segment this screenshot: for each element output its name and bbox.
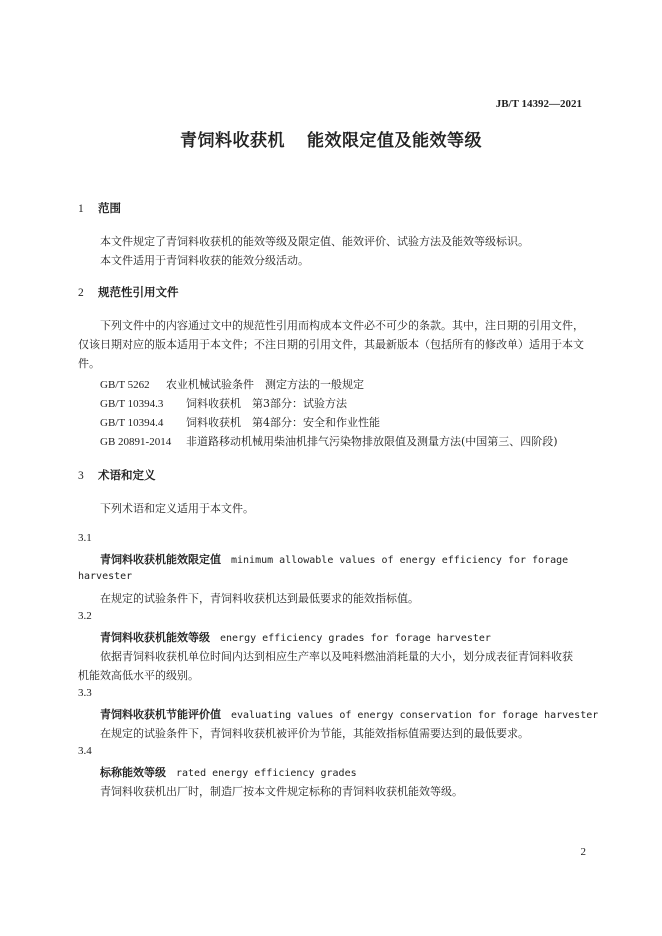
section-number: 1 (78, 203, 84, 215)
term-number: 3.2 (78, 610, 92, 622)
term-definition-continued: 机能效高低水平的级别。 (78, 669, 199, 682)
term-english: energy efficiency grades for forage harvester (220, 633, 491, 644)
term-english-continued: harvester (78, 571, 133, 582)
scope-paragraph-2: 本文件适用于青饲料收获的能效分级活动。 (100, 254, 309, 267)
standard-code: JB/T 14392—2021 (495, 98, 582, 110)
document-title (0, 126, 662, 151)
section-title: 术语和定义 (98, 468, 156, 482)
title-part-2: 能效限定值及能效等级 (307, 131, 482, 151)
reference-title: 农业机械试验条件 测定方法的一般规定 (166, 378, 364, 391)
term-chinese: 青饲料收获机节能评价值 (100, 708, 221, 721)
term-definition: 依据青饲料收获机单位时间内达到相应生产率以及吨料燃油消耗量的大小，划分成表征青饲料收获 (100, 650, 573, 663)
title-part-1: 青饲料收获机 (180, 131, 285, 151)
reference-item (100, 433, 558, 449)
reference-title: 非道路移动机械用柴油机排气污染物排放限值及测量方法(中国第三、四阶段) (186, 435, 558, 448)
page-number: 2 (580, 846, 586, 858)
references-intro: 下列文件中的内容通过文中的规范性引用而构成本文件必不可少的条款。其中，注日期的引用文件，仅该日期对应的版本适用于本文件；不注日期的引用文件，其最新版本（包括所有的修改单）适用于本文件。 (78, 319, 584, 370)
term-number: 3.1 (78, 532, 92, 544)
reference-item (100, 395, 347, 411)
term-heading (100, 629, 491, 645)
scope-paragraph-1: 本文件规定了青饲料收获机的能效等级及限定值、能效评价、试验方法及能效等级标识。 (100, 235, 529, 248)
term-definition: 青饲料收获机出厂时，制造厂按本文件规定标称的青饲料收获机能效等级。 (100, 785, 463, 798)
terms-intro: 下列术语和定义适用于本文件。 (100, 502, 254, 515)
section-1-heading (78, 200, 121, 216)
section-title: 规范性引用文件 (98, 285, 179, 299)
section-3-heading (78, 467, 156, 483)
term-chinese: 标称能效等级 (100, 766, 166, 779)
term-english: evaluating values of energy conservation for forage harvester (231, 710, 599, 721)
term-heading (100, 764, 357, 780)
section-number: 3 (78, 470, 84, 482)
section-2-heading (78, 284, 179, 300)
term-heading (100, 706, 598, 722)
term-definition: 在规定的试验条件下，青饲料收获机达到最低要求的能效指标值。 (100, 592, 419, 605)
term-heading (100, 551, 568, 567)
reference-item (100, 414, 380, 430)
section-number: 2 (78, 287, 84, 299)
term-number: 3.3 (78, 687, 92, 699)
section-title: 范围 (98, 201, 121, 215)
term-number: 3.4 (78, 745, 92, 757)
reference-code: GB/T 10394.4 (100, 417, 164, 429)
reference-code: GB/T 10394.3 (100, 398, 164, 410)
reference-title: 饲料收获机 第4部分：安全和作业性能 (186, 416, 380, 429)
term-chinese: 青饲料收获机能效限定值 (100, 553, 221, 566)
reference-code: GB 20891-2014 (100, 436, 172, 448)
reference-title: 饲料收获机 第3部分：试验方法 (186, 397, 347, 410)
term-definition: 在规定的试验条件下，青饲料收获机被评价为节能，其能效指标值需要达到的最低要求。 (100, 727, 529, 740)
term-chinese: 青饲料收获机能效等级 (100, 631, 210, 644)
reference-item (100, 376, 364, 392)
term-english: minimum allowable values of energy efficiency for forage (231, 555, 569, 566)
reference-code: GB/T 5262 (100, 379, 150, 391)
term-english: rated energy efficiency grades (176, 768, 357, 779)
